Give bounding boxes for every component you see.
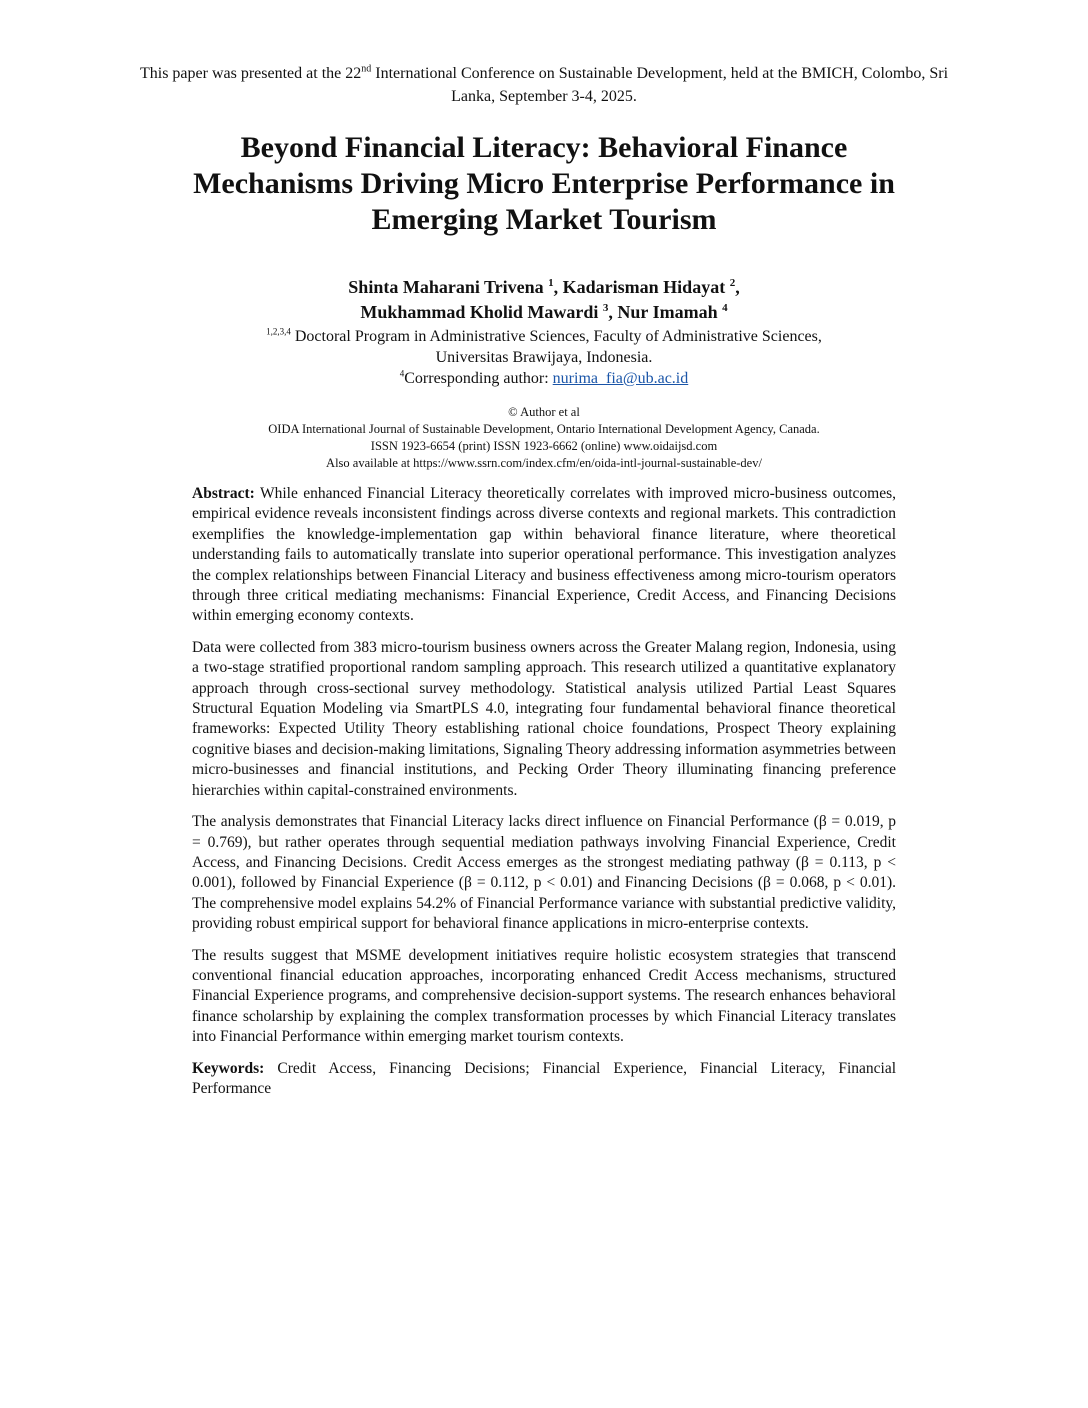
- affiliation: [140, 326, 948, 389]
- author-affil-sup: 1: [548, 277, 554, 289]
- notice-text-before: This paper was presented at the 22: [139, 65, 362, 82]
- abstract-paragraph-1: [192, 484, 896, 627]
- keywords-paragraph: [192, 1059, 896, 1100]
- affiliation-line-2: Universitas Brawijaya, Indonesia.: [435, 349, 653, 366]
- author-name: Nur Imamah: [617, 302, 718, 322]
- abstract-paragraph-3: The analysis demonstrates that Financial Literacy lacks direct influence on Financial Performance (β = 0.019, p = 0.769), but rather operates through sequential mediation pathways involving Financial Experience, Credit Access, and Financing Decisions. Credit Access emerges as the strongest mediating pathway (β = 0.113, p < 0.001), followed by Financial Experience (β = 0.112, p < 0.01) and Financing Decisions (β = 0.068, p < 0.01). The comprehensive model explains 54.2% of Financial Performance variance with substantial predictive validity, providing robust empirical support for behavioral finance applications in micro-enterprise contexts.: [192, 813, 896, 933]
- abstract-section: [192, 484, 896, 1110]
- affiliation-sup: 1,2,3,4: [266, 326, 291, 337]
- paper-title: [100, 130, 988, 238]
- keywords-text: Credit Access, Financing Decisions; Financial Experience, Financial Literacy, Financial Performance: [192, 1059, 896, 1097]
- abstract-paragraph-4: The results suggest that MSME development initiatives require holistic ecosystem strategies that transcend conventional financial education approaches, incorporating enhanced Credit Access mechanisms, structured Financial Experience programs, and comprehensive decision-support systems. The research enhances behavioral finance scholarship by explaining the complex transformation processes by which Financial Literacy translates into Financial Performance within emerging market tourism contexts.: [192, 946, 896, 1046]
- title-line-3: Emerging Market Tourism: [371, 203, 717, 236]
- author-name: Kadarisman Hidayat: [562, 277, 726, 297]
- author-separator: ,: [608, 302, 618, 322]
- journal-info: [140, 404, 948, 472]
- abstract-label: Abstract:: [192, 485, 255, 502]
- copyright-line: © Author et al: [508, 405, 580, 419]
- corresponding-label: Corresponding author:: [404, 370, 553, 387]
- author-affil-sup: 3: [602, 302, 609, 314]
- corresponding-email-link[interactable]: nurima_fia@ub.ac.id: [552, 370, 689, 387]
- journal-line-2: ISSN 1923-6654 (print) ISSN 1923-6662 (online) www.oidaijsd.com: [370, 439, 718, 453]
- abstract-paragraph-2: Data were collected from 383 micro-tourism business owners across the Greater Malang region, Indonesia, using a two-stage stratified proportional random sampling approach. This research utilized a quantitative explanatory approach through cross-sectional survey methodology. Statistical analysis utilized Partial Least Squares Structural Equation Modeling via SmartPLS 4.0, integrating four fundamental behavioral finance theoretical frameworks: Expected Utility Theory establishing rational choice foundations, Prospect Theory explaining cognitive biases and decision-making limitations, Signaling Theory addressing information asymmetries between micro-businesses and financial institutions, and Pecking Order Theory illuminating financing preference hierarchies within capital-constrained environments.: [192, 638, 896, 799]
- author-name: Shinta Maharani Trivena: [348, 277, 544, 297]
- conference-notice: [120, 62, 968, 108]
- affiliation-line-1: Doctoral Program in Administrative Sciences, Faculty of Administrative Sciences,: [290, 328, 822, 345]
- abstract-text-1: While enhanced Financial Literacy theoretically correlates with improved micro-business outcomes, empirical evidence reveals inconsistent findings across diverse contexts and regional markets. This contradiction exemplifies the knowledge-implementation gap within behavioral finance literature, where theoretical understanding fails to automatically translate into superior operational performance. This investigation analyzes the complex relationships between Financial Literacy and business effectiveness among micro-tourism operators through three critical mediating mechanisms: Financial Experience, Credit Access, and Financing Decisions within emerging economy contexts.: [192, 485, 896, 625]
- author-list: [140, 275, 948, 325]
- keywords-label: Keywords:: [192, 1059, 265, 1077]
- journal-line-1: OIDA International Journal of Sustainable Development, Ontario International Development Agency, Canada.: [268, 422, 820, 436]
- journal-line-3: Also available at https://www.ssrn.com/index.cfm/en/oida-intl-journal-sustainable-dev/: [326, 456, 762, 470]
- author-separator: ,: [735, 277, 740, 297]
- author-affil-sup: 2: [729, 277, 736, 289]
- corresponding-sup: 4: [399, 368, 405, 379]
- author-affil-sup: 4: [722, 302, 728, 314]
- notice-text-after: International Conference on Sustainable Development, held at the BMICH, Colombo, Sri Lanka, September 3-4, 2025.: [371, 65, 949, 105]
- author-name: Mukhammad Kholid Mawardi: [360, 302, 599, 322]
- notice-superscript: nd: [361, 63, 372, 75]
- title-line-1: Beyond Financial Literacy: Behavioral Finance: [240, 131, 848, 164]
- author-separator: ,: [553, 277, 563, 297]
- title-line-2: Mechanisms Driving Micro Enterprise Performance in: [193, 167, 895, 200]
